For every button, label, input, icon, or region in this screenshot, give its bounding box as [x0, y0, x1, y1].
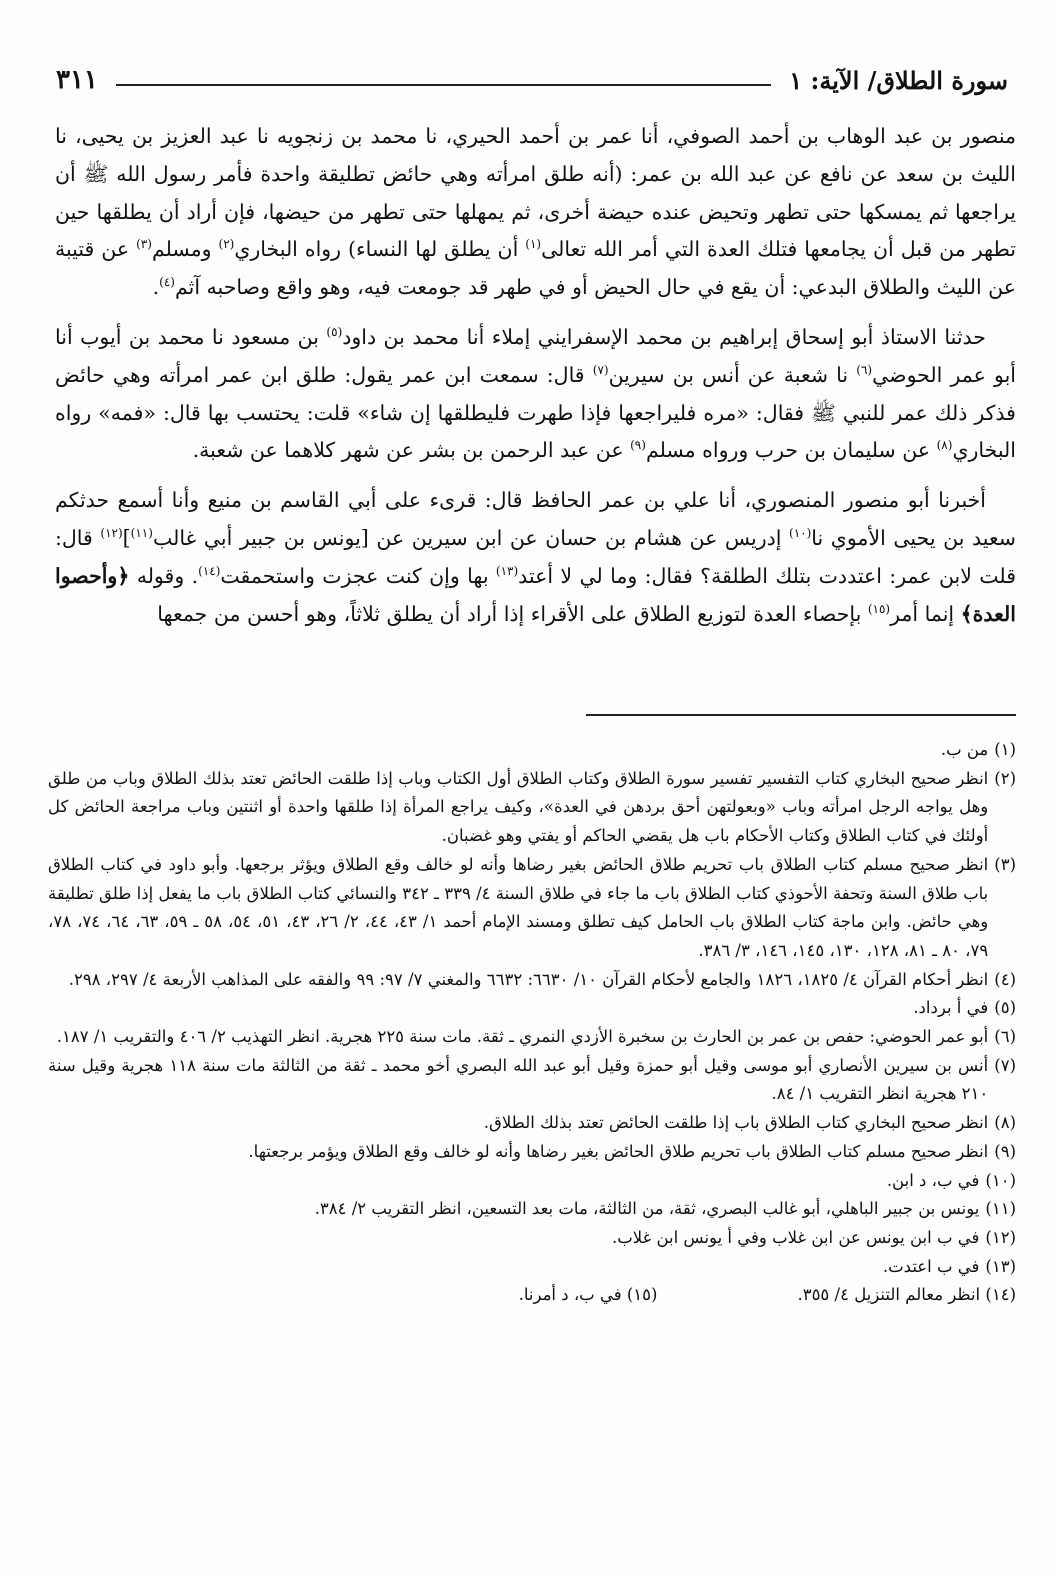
paragraph-3	[55, 482, 1016, 633]
page-number: ٣١١	[56, 65, 98, 95]
footnote	[48, 1138, 1016, 1167]
text-segment: قال: قلت لابن عمر: اعتددت بتلك الطلقة؟ فقال: وما لي لا أعتد	[55, 525, 1017, 588]
footnote-number: (١٣)	[985, 1256, 1016, 1276]
text-segment: بها وإن كنت عجزت واستحمقت	[220, 563, 496, 588]
footnote-number: (٤)	[994, 969, 1016, 989]
footnote-ref: (٣)	[136, 237, 152, 252]
text-segment: نا شعبة عن أنس بن سيرين	[608, 362, 857, 387]
footnote-text: في ب اعتدت.	[882, 1256, 980, 1276]
footnote-ref: (١٠)	[789, 526, 812, 541]
text-segment: ومسلم	[151, 237, 219, 262]
footnote-number: (٢)	[994, 768, 1016, 788]
footnote	[48, 851, 1016, 966]
footnote-text: من ب.	[940, 740, 989, 759]
text-segment: بإحصاء العدة لتوزيع الطلاق على الأقراء إذا أراد أن يطلق ثلاثاً، وهو أحسن من جمعها	[157, 601, 868, 626]
text-segment: ]	[122, 525, 131, 550]
footnote	[48, 1023, 1016, 1052]
footnote-ref: (٦)	[856, 362, 873, 377]
footnote-ref: (١١)	[130, 526, 153, 541]
footnote-number: (١٠)	[985, 1170, 1016, 1190]
footnote-text: في ب، د ابن.	[886, 1170, 980, 1190]
text-segment: .	[152, 275, 160, 300]
footnote	[48, 1167, 1016, 1196]
footnote-number: (٨)	[994, 1113, 1016, 1133]
footnote-text: أنس بن سيرين الأنصاري أبو موسى وقيل أبو حمزة وقيل أبو عبد الله البصري أخو محمد ـ ثقة من الثالثة مات سنة ١١٨ هجرية وقيل سنة ٢١٠ هجرية انظر التقريب ١/ ٨٤.	[48, 1055, 989, 1104]
footnote-number: (٧)	[994, 1055, 1016, 1075]
footnote-number: (٣)	[994, 854, 1016, 874]
footnote-number: (١٤)	[985, 1285, 1016, 1305]
footnote-number: (٥)	[994, 998, 1016, 1018]
footnote-text: انظر صحيح البخاري كتاب التفسير تفسير سورة الطلاق وكتاب الطلاق أول الكتاب وباب إذا طلقت الحائض تعتد بذلك الطلاق وباب من طلق وهل يواجه الرجل امرأته وباب «وبعولتهن أحق بردهن في العدة»، وكيف يراجع المرأة إذا طلقها واحدة أو اثنتين وباب مراجعة الحائض كل أولئك في كتاب الطلاق وكتاب الأحكام باب هل يقضي الحاكم أو يفتي وهو غضبان.	[48, 768, 989, 846]
footnote-text: انظر معالم التنزيل ٤/ ٣٥٥.	[797, 1285, 981, 1305]
footnote-ref: (٥)	[326, 325, 343, 340]
paragraph-2	[55, 319, 1016, 470]
footnote-ref: (٧)	[592, 362, 609, 377]
text-segment: حدثنا الاستاذ أبو إسحاق إبراهيم بن محمد الإسفرايني إملاء أنا محمد بن داود	[342, 324, 986, 349]
footnote	[48, 1253, 1016, 1282]
text-segment: عن سليمان بن حرب ورواه مسلم	[645, 438, 937, 463]
footnote-text: انظر أحكام القرآن ٤/ ١٨٢٥، ١٨٢٦ والجامع لأحكام القرآن ١٠/ ٦٦٣٠: ٦٦٣٢ والمغني ٧/ ٩٧: ٩٩ والفقه على المذاهب الأربعة ٤/ ٢٩٧، ٢٩٨.	[68, 969, 989, 989]
footnote-number: (٦)	[994, 1027, 1016, 1047]
quran-quote: ﴿وأحصوا العدة﴾	[55, 563, 1016, 626]
footnote	[48, 966, 1016, 995]
footnote-ref: (٨)	[936, 438, 953, 453]
footnote	[797, 1281, 1016, 1310]
text-segment: أن يطلق لها النساء) رواه البخاري	[234, 237, 526, 262]
footnote-text: في ب، د أمرنا.	[518, 1285, 622, 1305]
footnote	[519, 1281, 658, 1310]
footnote-number: (١٥)	[626, 1285, 658, 1305]
text-segment: منصور بن عبد الوهاب بن أحمد الصوفي، أنا عمر بن أحمد الحيري، نا محمد بن زنجويه نا عبد العزيز بن يحيى، نا الليث بن سعد عن نافع عن عبد الله بن عمر: (أنه طلق امرأته وهي حائض تطليقة واحدة فأمر رسول الله ﷺ أن يراجعها ثم يمسكها حتى تطهر وتحيض عنده حيضة أخرى، ثم يمهلها حتى تطهر من حيضها، فإن أراد أن يطلقها حين تطهر من قبل أن يجامعها فتلك العدة التي أمر الله تعالى	[55, 124, 1016, 262]
footnote-number: (١)	[994, 740, 1016, 759]
main-text	[55, 118, 1016, 645]
text-segment: أخبرنا أبو منصور المنصوري، أنا علي بن عمر الحافظ قال: قرىء على أبي القاسم بن منيع وأنا أسمع حدثكم سعيد بن يحيى الأموي نا	[55, 488, 1016, 550]
footnote	[48, 765, 1016, 851]
text-segment: . وقوله	[129, 563, 199, 588]
text-segment: إدريس عن هشام بن حسان عن ابن سيرين عن [يونس بن جبير أبي غالب	[152, 525, 790, 550]
footnote	[48, 1109, 1016, 1138]
footnote	[48, 1224, 1016, 1253]
footnotes	[48, 736, 1016, 1310]
footnote-text: في ب ابن يونس عن ابن غلاب وفي أ يونس ابن غلاب.	[611, 1227, 980, 1247]
paragraph-1	[55, 118, 1016, 307]
footnote-text: انظر صحيح مسلم كتاب الطلاق باب تحريم طلاق الحائض بغير رضاها وأنه لو خالف وقع الطلاق ويؤثر برجعها. وأبو داود في كتاب الطلاق باب طلاق السنة وتحفة الأحوذي كتاب الطلاق باب ما جاء في طلاق السنة ٤/ ٣٣٩ ـ ٣٤٢ والنسائي كتاب الطلاق باب ما يفعل إذا طلق تطليقة وهي حائض. وابن ماجة كتاب الطلاق باب الحامل كيف تطلق ومسند الإمام أحمد ١/ ٤٣، ٤٤، ٢/ ٢٦، ٤٣، ٥١، ٥٤، ٥٨ ـ ٥٩، ٦٣، ٦٤، ٧٤، ٧٨، ٧٩، ٨٠ ـ ٨١، ١٢٨، ١٣٠، ١٤٥، ١٤٦، ٣/ ٣٨٦.	[48, 854, 989, 960]
footnote	[48, 1195, 1016, 1224]
footnote-number: (١١)	[985, 1199, 1016, 1219]
footnote	[48, 994, 1016, 1023]
footnote-ref: (٩)	[630, 438, 646, 453]
text-segment: بن مسعود نا محمد بن أيوب أنا أبو عمر الحوضي	[55, 324, 1016, 387]
footnote-ref: (١٢)	[100, 526, 123, 541]
text-segment: عن عبد الرحمن بن بشر عن شهر كلاهما عن شعبة.	[192, 438, 631, 463]
page-header	[56, 60, 1008, 100]
footnote-ref: (١٥)	[867, 601, 891, 616]
footnote-ref: (١)	[525, 237, 542, 252]
footnote-text: في أ برداد.	[913, 998, 989, 1018]
footnote-ref: (١٤)	[198, 563, 221, 578]
header-rule	[116, 84, 771, 86]
footnote-number: (١٢)	[985, 1227, 1016, 1247]
text-segment: قال: سمعت ابن عمر يقول: طلق ابن عمر امرأته وهي حائض فذكر ذلك عمر للنبي ﷺ فقال: «مره فليراجعها فإذا طهرت فليطلقها إن شاء» قلت: يحتسب بها قال: «فمه» رواه البخاري	[55, 362, 1016, 463]
footnote-ref: (١٣)	[495, 563, 519, 578]
footnote-text: انظر صحيح مسلم كتاب الطلاق باب تحريم طلاق الحائض بغير رضاها وأنه لو خالف وقع الطلاق ويؤمر برجعتها.	[248, 1141, 989, 1161]
footnote	[48, 736, 1016, 765]
text-segment: عن قتيبة عن الليث والطلاق البدعي: أن يقع في حال الحيض أو في طهر قد جومعت فيه، وهو واقع وصاحبه آثم	[55, 237, 1016, 300]
footnote-text: انظر صحيح البخاري كتاب الطلاق باب إذا طلقت الحائض تعتد بذلك الطلاق.	[483, 1113, 989, 1133]
footnote-ref: (٤)	[159, 275, 175, 290]
footnote-text: يونس بن جبير الباهلي، أبو غالب البصري، ثقة، من الثالثة، مات بعد التسعين، انظر التقريب ٢/ ٣٨٤.	[314, 1199, 980, 1219]
footnote-row-last	[48, 1281, 1016, 1310]
footnote-number: (٩)	[994, 1141, 1016, 1161]
surah-title: سورة الطلاق/ الآية: ١	[789, 65, 1008, 95]
footnote-separator	[586, 714, 1016, 716]
footnote	[48, 1052, 1016, 1109]
footnote-ref: (٢)	[218, 237, 235, 252]
footnote-text: أبو عمر الحوضي: حفص بن عمر بن الحارث بن سخبرة الأزدي النمري ـ ثقة. مات سنة ٢٢٥ هجرية. انظر التهذيب ٢/ ٤٠٦ والتقريب ١/ ١٨٧.	[56, 1027, 989, 1047]
text-segment: إنما أمر	[890, 601, 961, 626]
